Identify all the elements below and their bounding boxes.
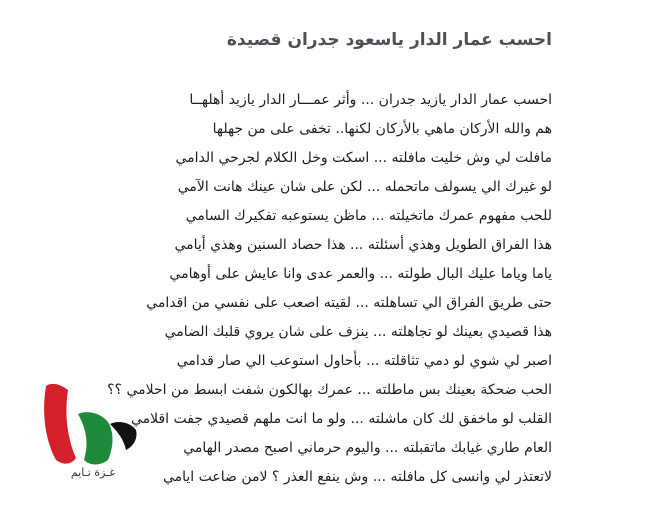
logo-red-stroke — [44, 384, 76, 464]
flag-logo-icon — [38, 380, 148, 470]
poem-verse: ياما وياما عليك البال طولته ... والعمر عدى وانا عايش على أوهامي — [169, 266, 552, 282]
poem-verse: الحب ضحكة بعينك بس ماطلته ... عمرك بهالكون شفت ابسط من احلامي ؟؟ — [107, 382, 552, 398]
poem-verse: اصبر لي شوي لو دمي تثاقلته ... بأحاول استوعب الي صار قدامي — [176, 353, 552, 369]
poem-body — [82, 86, 552, 492]
poem-verse: القلب لو ماخفق لك كان ماشلته ... ولو ما انت ملهم قصيدي جفت اقلامي — [130, 411, 552, 427]
poem-verse: لو غيرك الي يسولف ماتحمله ... لكن على شان عينك هانت الآمي — [177, 179, 552, 195]
poem-verse: العام طاري غيابك ماتقبلته ... واليوم حرماني اصبح مصدر الهامي — [183, 440, 552, 456]
watermark-logo — [38, 380, 148, 490]
poem-verse: حتى طريق الفراق الي تساهلته ... لقيته اصعب على نفسي من اقدامي — [146, 295, 552, 311]
poem-verse: لاتعتذر لي وانسى كل مافلته ... وش ينفع العذر ؟ لامن ضاعت ايامي — [162, 469, 552, 485]
poem-verse: هذا الفراق الطويل وهذي أسئلته ... هذا حصاد السنين وهذي أيامي — [174, 237, 552, 253]
post-title: احسب عمار الدار ياسعود جدران قصيدة — [226, 30, 552, 50]
poem-verse: هذا قصيدي بعينك لو تجاهلته ... ينزف على شان يروي قلبك الضامي — [164, 324, 552, 340]
poem-verse: للحب مفهوم عمرك ماتخيلته ... ماظن يستوعبه تفكيرك السامي — [185, 208, 552, 224]
poem-verse: احسب عمار الدار يازيد جدران ... وأثر عمـــار الدار يازيد أهلهــا — [189, 92, 552, 108]
logo-black-stroke — [110, 422, 137, 450]
watermark-text: غـزة تـايم — [70, 466, 116, 479]
poem-verse: هم والله الأركان ماهي بالأركان لكنها.. تخفى على من جهلها — [212, 121, 552, 137]
poem-verse: مافلت لي وش خليت مافلته ... اسكت وخل الكلام لجرحي الدامي — [175, 150, 552, 166]
logo-green-stroke — [78, 412, 113, 464]
